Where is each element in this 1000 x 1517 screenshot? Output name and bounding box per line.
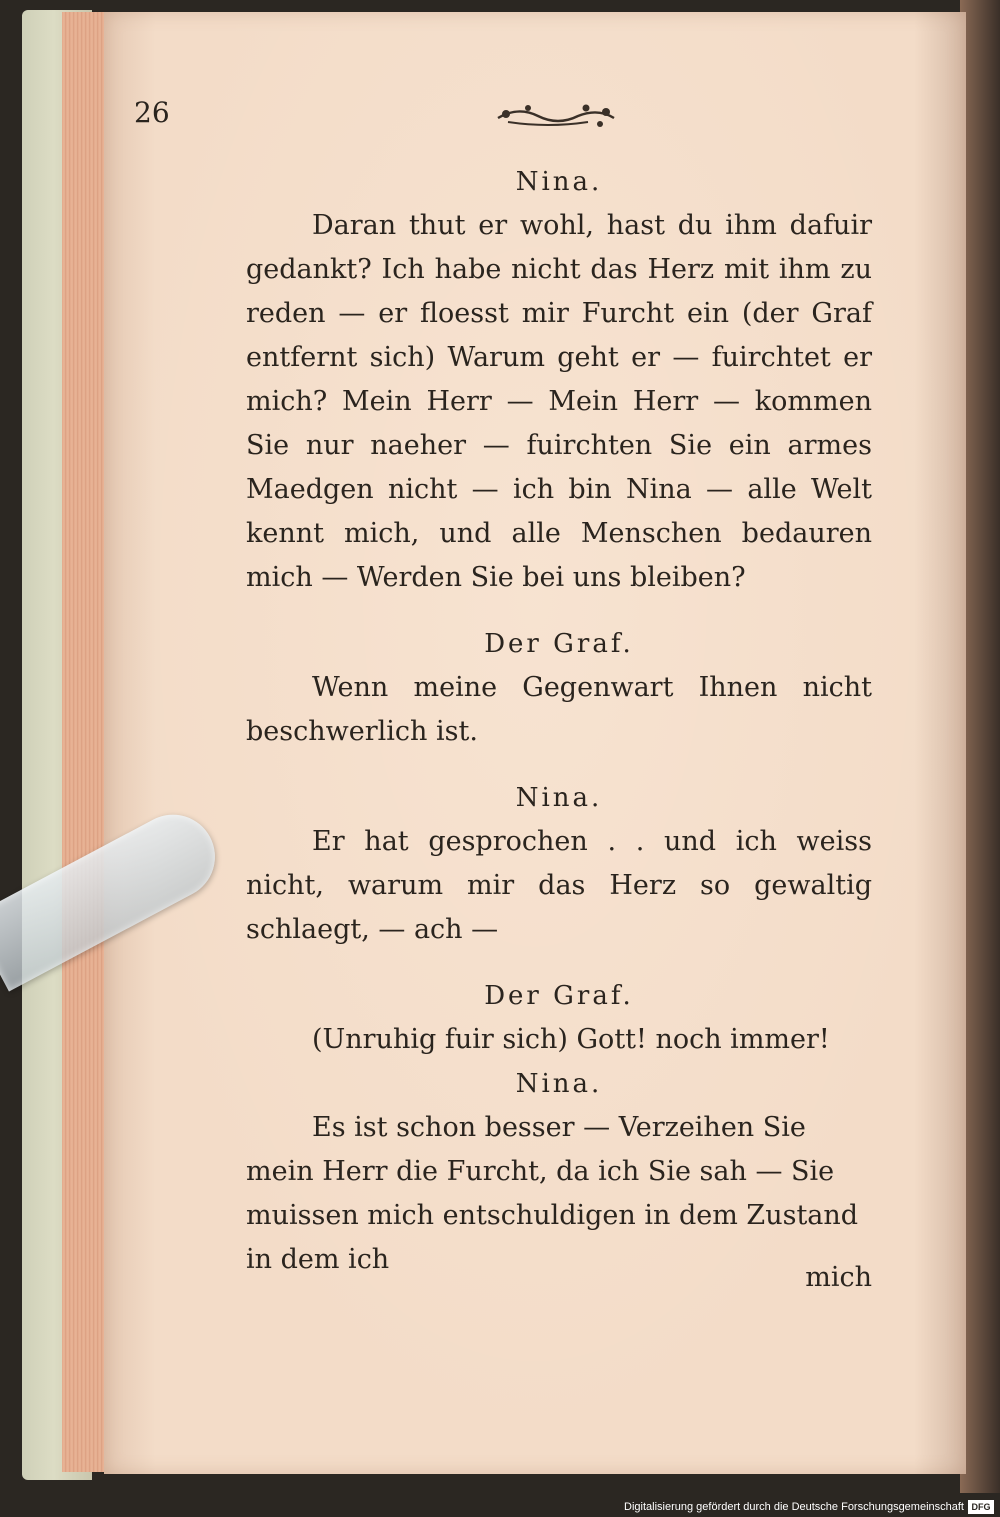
ornament-icon (488, 98, 622, 132)
speech-text: Wenn meine Gegenwart Ihnen nicht beschwerlich ist. (246, 672, 872, 747)
dialogue-text (246, 160, 872, 1282)
speech-text: Er hat gesprochen . . und ich weiss nicht, warum mir das Herz so gewaltig schlaegt, — ach — (246, 826, 872, 945)
speaker-name: Nina. (515, 783, 603, 813)
speech-text: Daran thut er wohl, hast du ihm dafuir gedankt? Ich habe nicht das Herz mit ihm zu reden — er floesst mir Furcht ein (der Graf entfernt sich) Warum geht er — fuirchtet er mich? Mein Herr — Mein Herr — kommen Sie nur naeher — fuirchten Sie ein armes Maedgen nicht — ich bin Nina — alle Welt kennt mich, und alle Menschen bedauren mich — Werden Sie bei uns bleiben? (246, 210, 872, 593)
digitization-credit: Digitalisierung gefördert durch die Deutsche Forschungsgemeinschaft (624, 1501, 964, 1513)
speech-text: (Unruhig fuir sich) Gott! noch immer! (312, 1024, 830, 1055)
catchword: mich (805, 1262, 872, 1293)
facing-page-edge (960, 0, 1000, 1500)
speaker-name: Nina. (515, 167, 603, 197)
speech-text: Es ist schon besser — Verzeihen Sie mein Herr die Furcht, da ich Sie sah — Sie muissen mich entschuldigen in dem Zustand in dem ich (246, 1112, 859, 1275)
page-number: 26 (134, 96, 170, 129)
dfg-logo: DFG (968, 1500, 994, 1514)
speaker-name: Der Graf. (484, 629, 634, 659)
speaker-name: Der Graf. (484, 981, 634, 1011)
speaker-name: Nina. (515, 1069, 603, 1099)
